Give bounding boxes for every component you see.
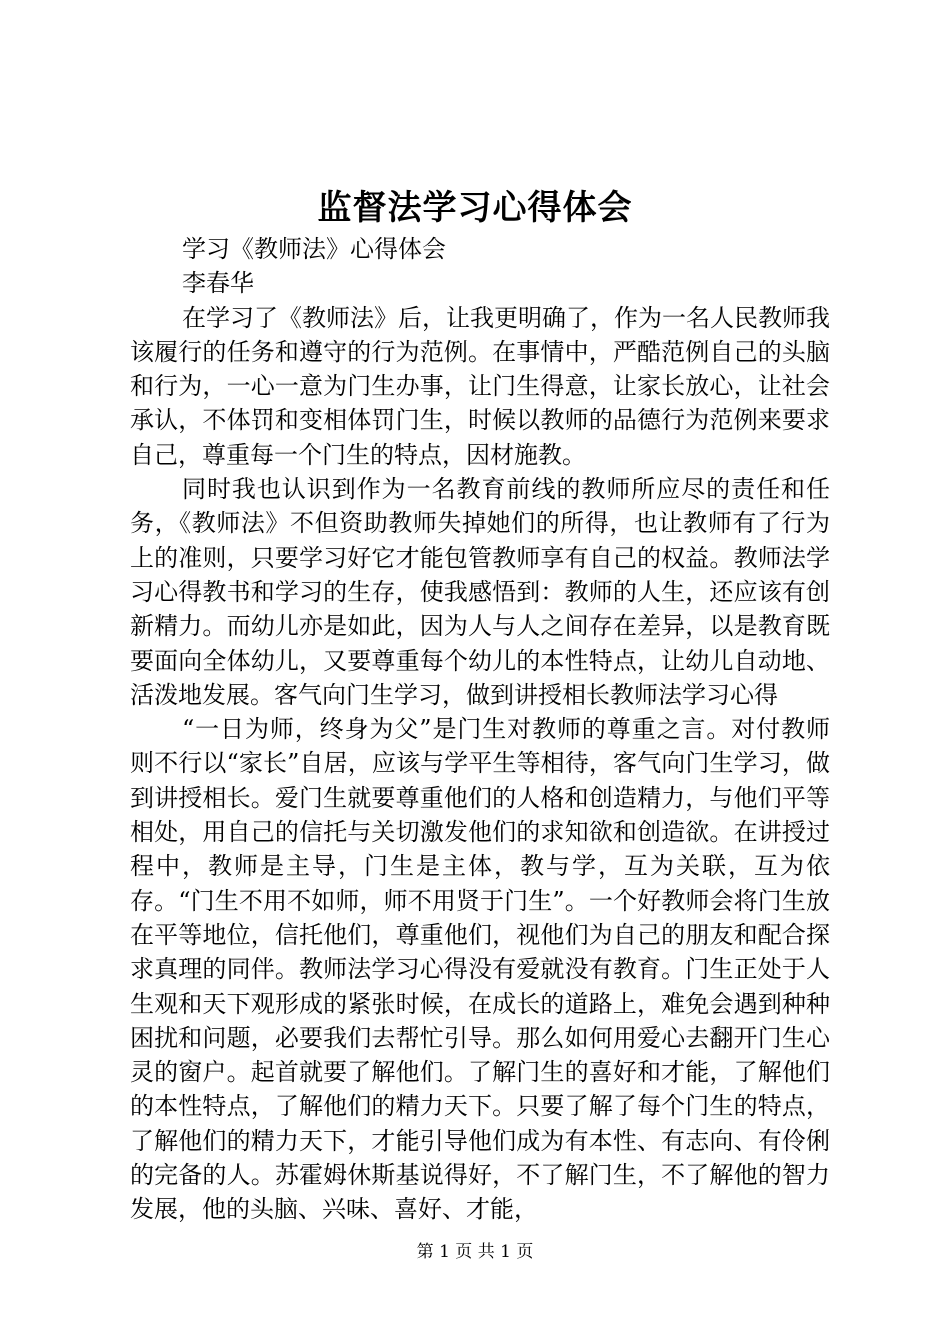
paragraph-1: 在学习了《教师法》后，让我更明确了，作为一名人民教师我该履行的任务和遵守的行为范例。在事情中，严酷范例自己的头脑和行为，一心一意为门生办事，让门生得意，让家长放心，让社会承认，不体罚和变相体罚门生，时候以教师的品德行为范例来要求自己，尊重每一个门生的特点，因材施教。 <box>130 303 830 469</box>
document-title: 监督法学习心得体会 <box>317 188 633 228</box>
document-body <box>130 232 830 1227</box>
paragraph-author: 李春华 <box>182 269 254 298</box>
paragraph-subtitle: 学习《教师法》心得体会 <box>182 235 446 263</box>
paragraph-3: “一日为师，终身为父”是门生对教师的尊重之言。对付教师则不行以“家长”自居，应该与学平生等相待，客气向门生学习，做到讲授相长。爱门生就要尊重他们的人格和创造精力，与他们平等相处，用自己的信托与关切激发他们的求知欲和创造欲。在讲授过程中，教师是主导，门生是主体，教与学，互为关联，互为依存。“门生不用不如师，师不用贤于门生”。一个好教师会将门生放在平等地位，信托他们，尊重他们，视他们为自己的朋友和配合探求真理的同伴。教师法学习心得没有爱就没有教育。门生正处于人生观和天下观形成的紧张时候，在成长的道路上，难免会遇到种种困扰和问题，必要我们去帮忙引导。那么如何用爱心去翻开门生心灵的窗户。起首就要了解他们。了解门生的喜好和才能，了解他们的本性特点，了解他们的精力天下。只要了解了每个门生的特点，了解他们的精力天下，才能引导他们成为有本性、有志向、有伶俐的完备的人。苏霍姆休斯基说得好，不了解门生，不了解他的智力发展，他的头脑、兴味、喜好、才能， <box>130 715 830 1224</box>
paragraph-2: 同时我也认识到作为一名教育前线的教师所应尽的责任和任务，《教师法》不但资助教师失掉她们的所得，也让教师有了行为上的准则，只要学习好它才能包管教师享有自己的权益。教师法学习心得教书和学习的生存，使我感悟到：教师的人生，还应该有创新精力。而幼儿亦是如此，因为人与人之间存在差异，以是教育既要面向全体幼儿，又要尊重每个幼儿的本性特点，让幼儿自动地、活泼地发展。客气向门生学习，做到讲授相长教师法学习心得 <box>130 475 830 709</box>
page-number-footer: 第 1 页 共 1 页 <box>416 1242 534 1262</box>
